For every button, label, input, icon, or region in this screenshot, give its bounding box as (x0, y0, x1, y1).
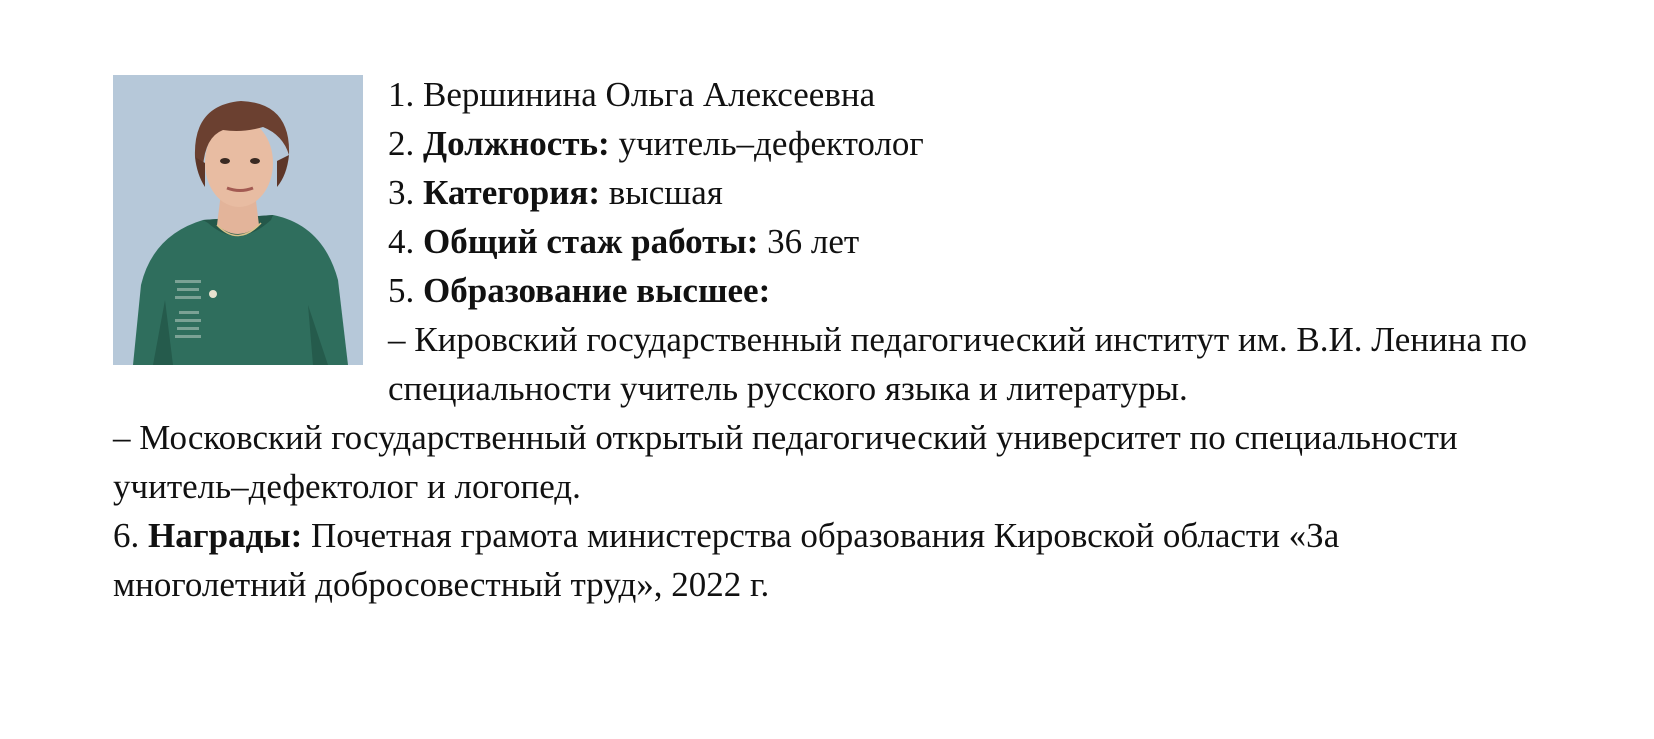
category-value: высшая (608, 173, 723, 212)
awards-label: Награды: (148, 516, 303, 555)
experience-value: 36 лет (767, 222, 860, 261)
awards-value: Почетная грамота министерства образования Кировской области «За многолетний добросовестный труд», 2022 г. (113, 516, 1340, 604)
document-body (113, 70, 1533, 609)
position-label: Должность: (423, 124, 610, 163)
experience-label: Общий стаж работы: (423, 222, 759, 261)
education-entry-1: – Кировский государственный педагогический институт им. В.И. Ленина по специальности учитель русского языка и литературы. (388, 320, 1527, 408)
full-name: Вершинина Ольга Алексеевна (423, 75, 876, 114)
list-item-awards: 6. Награды: Почетная грамота министерства образования Кировской области «За многолетний добросовестный труд», 2022 г. (113, 516, 1340, 604)
list-item-position: 2. Должность: учитель–дефектолог (388, 124, 924, 163)
list-item-category: 3. Категория: высшая (388, 173, 723, 212)
education-label: Образование высшее: (423, 271, 771, 310)
category-label: Категория: (423, 173, 600, 212)
education-entry-2: – Московский государственный открытый педагогический университет по специальности учитель–дефектолог и логопед. (113, 418, 1458, 506)
list-item-education: 5. Образование высшее: (388, 271, 771, 310)
portrait-photo (113, 75, 363, 365)
list-item-name: 1. Вершинина Ольга Алексеевна (388, 75, 876, 114)
position-value: учитель–дефектолог (618, 124, 924, 163)
portrait-illustration (113, 75, 363, 365)
list-item-experience: 4. Общий стаж работы: 36 лет (388, 222, 860, 261)
